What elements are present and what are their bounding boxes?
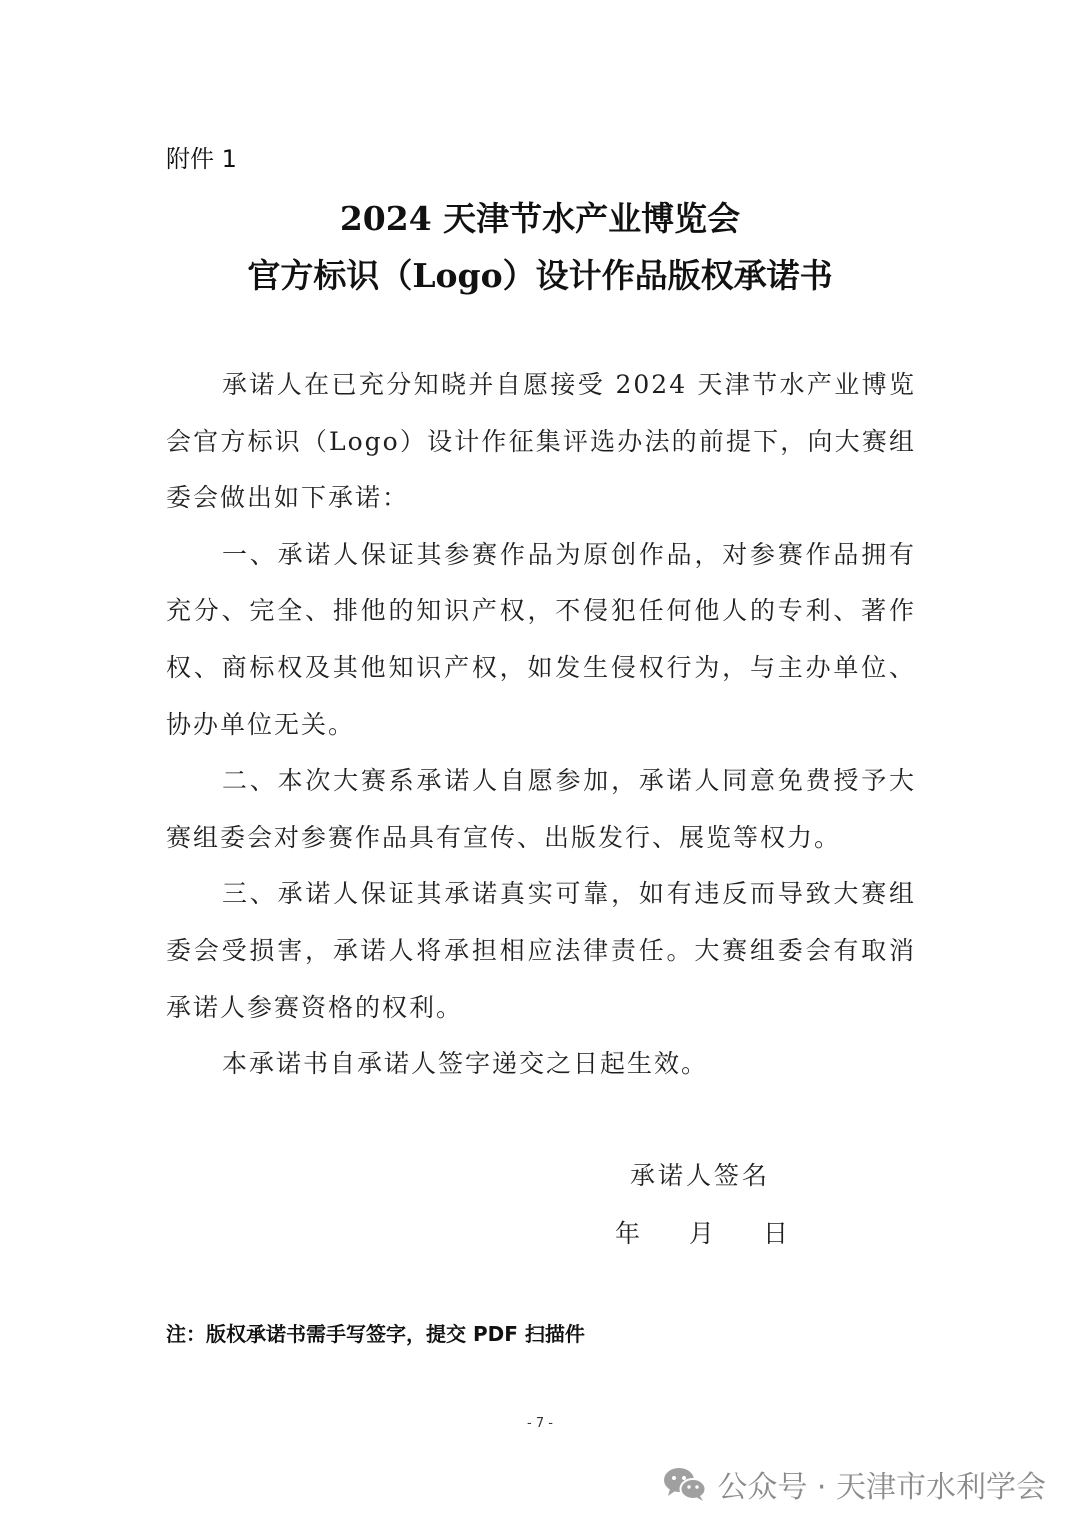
note: 注：版权承诺书需手写签字，提交 PDF 扫描件: [166, 1322, 585, 1346]
date-month: 月: [689, 1219, 715, 1248]
paragraph-effective: 本承诺书自承诺人签字递交之日起生效。: [222, 1049, 709, 1079]
paragraph-clause-3: 三、承诺人保证其承诺真实可靠，如有违反而导致大赛组委会受损害，承诺人将承担相应法律责任。大赛组委会有取消承诺人参赛资格的权利。: [166, 879, 916, 1022]
paragraph-clause-1: 一、承诺人保证其参赛作品为原创作品，对参赛作品拥有充分、完全、排他的知识产权，不侵犯任何他人的专利、著作权、商标权及其他知识产权，如发生侵权行为，与主办单位、协办单位无关。: [166, 539, 916, 739]
attachment-label: 附件 1: [166, 145, 237, 173]
wechat-icon: [663, 1466, 707, 1502]
date-day: 日: [763, 1219, 789, 1248]
page-number: - 7 -: [527, 1416, 553, 1431]
commitment-body: [166, 357, 916, 1093]
date-year: 年: [615, 1219, 641, 1248]
paragraph-intro: 承诺人在已充分知晓并自愿接受 2024 天津节水产业博览会官方标识（Logo）设计作征集评选办法的前提下，向大赛组委会做出如下承诺：: [166, 370, 916, 513]
paragraph-clause-2: 二、本次大赛系承诺人自愿参加，承诺人同意免费授予大赛组委会对参赛作品具有宣传、出版发行、展览等权力。: [166, 766, 916, 852]
title-line-2: 官方标识（Logo）设计作品版权承诺书: [247, 256, 833, 295]
title-line-1: 2024 天津节水产业博览会: [339, 199, 741, 238]
watermark: [663, 1462, 1046, 1506]
signature-label: 承诺人签名: [630, 1161, 771, 1190]
watermark-text: 公众号 · 天津市水利学会: [717, 1470, 1046, 1505]
